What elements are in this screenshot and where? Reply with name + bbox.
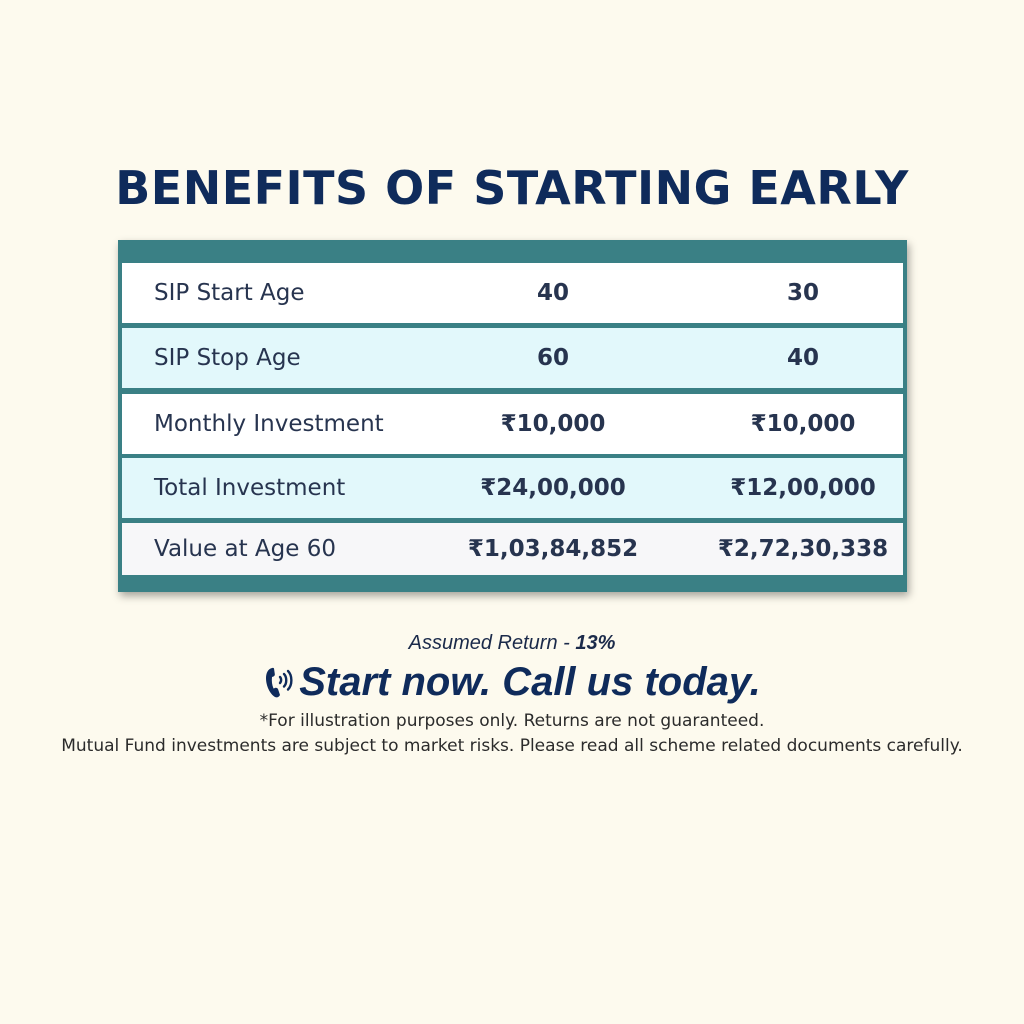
disclaimer-line-2: Mutual Fund investments are subject to market risks. Please read all scheme related documents carefully.: [61, 736, 963, 756]
call-to-action: [0, 656, 1024, 708]
table-row: [122, 523, 903, 575]
row-label: Monthly Investment: [154, 411, 384, 437]
assumed-return: [0, 632, 1024, 655]
row-label: SIP Start Age: [154, 280, 305, 306]
start-40-value: ₹24,00,000: [480, 475, 626, 501]
table-row: [122, 394, 903, 454]
start-30-value: 30: [786, 280, 819, 306]
phone-icon: [263, 664, 293, 700]
start-40-value: 40: [536, 280, 569, 306]
start-40-value: ₹1,03,84,852: [467, 536, 639, 562]
table-row: [122, 328, 903, 388]
table-row: [122, 458, 903, 518]
assumed-return-label: Assumed Return -: [408, 632, 576, 654]
table-row: [122, 263, 903, 323]
disclaimer-line-1: *For illustration purposes only. Returns are not guaranteed.: [259, 711, 765, 731]
start-30-value: ₹2,72,30,338: [717, 536, 889, 562]
page-title: BENEFITS OF STARTING EARLY: [115, 161, 909, 215]
assumed-return-rate: 13%: [575, 632, 616, 654]
row-label: Total Investment: [154, 475, 346, 501]
row-label: SIP Stop Age: [154, 345, 301, 371]
row-label: Value at Age 60: [154, 536, 336, 562]
start-40-value: 60: [536, 345, 569, 371]
start-30-value: ₹12,00,000: [730, 475, 876, 501]
start-30-value: 40: [786, 345, 819, 371]
cta-text: Start now. Call us today.: [299, 659, 761, 704]
comparison-table: [118, 240, 907, 592]
start-30-value: ₹10,000: [750, 411, 856, 437]
start-40-value: ₹10,000: [500, 411, 606, 437]
